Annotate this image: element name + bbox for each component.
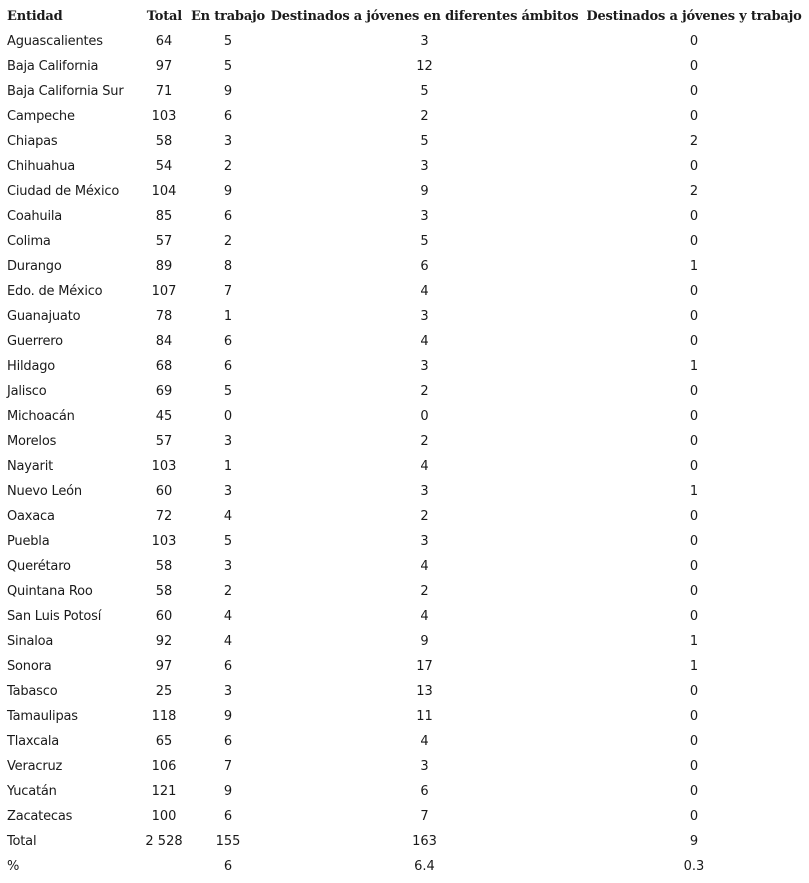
- table-row: [0, 354, 807, 379]
- header-total: Total: [146, 9, 182, 24]
- table-row: [0, 729, 807, 754]
- cell-jovenes-trabajo: 0: [689, 284, 699, 299]
- cell-ambitos: 163: [412, 834, 437, 849]
- cell-entidad: Colima: [7, 234, 51, 249]
- table-row: [0, 104, 807, 129]
- cell-en-trabajo: 6: [223, 359, 233, 374]
- cell-entidad: Total: [7, 834, 37, 849]
- cell-entidad: Querétaro: [7, 559, 71, 574]
- header-entidad: Entidad: [7, 9, 63, 24]
- cell-jovenes-trabajo: 0: [689, 234, 699, 249]
- cell-jovenes-trabajo: 1: [689, 659, 699, 674]
- cell-entidad: Yucatán: [7, 784, 57, 799]
- cell-en-trabajo: 8: [223, 259, 233, 274]
- cell-total: 58: [155, 134, 173, 149]
- table-row: [0, 279, 807, 304]
- cell-en-trabajo: 7: [223, 284, 233, 299]
- cell-ambitos: 4: [420, 334, 429, 349]
- cell-en-trabajo: 9: [223, 184, 233, 199]
- cell-total: 58: [155, 559, 173, 574]
- cell-en-trabajo: 6: [223, 109, 233, 124]
- cell-total: 25: [155, 684, 173, 699]
- cell-en-trabajo: 9: [223, 784, 233, 799]
- cell-entidad: Chihuahua: [7, 159, 76, 174]
- cell-jovenes-trabajo: 0: [689, 109, 699, 124]
- cell-total: 103: [151, 109, 177, 124]
- cell-entidad: San Luis Potosí: [7, 609, 102, 624]
- cell-entidad: Campeche: [7, 109, 75, 124]
- table-row: [0, 154, 807, 179]
- cell-jovenes-trabajo: 1: [689, 259, 699, 274]
- cell-en-trabajo: 3: [223, 134, 233, 149]
- cell-jovenes-trabajo: 0: [689, 459, 699, 474]
- cell-en-trabajo: 4: [223, 609, 233, 624]
- table-row: [0, 604, 807, 629]
- cell-entidad: Tlaxcala: [7, 734, 60, 749]
- header-row: [0, 4, 807, 29]
- cell-total: 68: [155, 359, 173, 374]
- cell-entidad: %: [7, 859, 20, 874]
- cell-en-trabajo: 4: [223, 634, 233, 649]
- cell-entidad: Hildago: [7, 359, 56, 374]
- cell-jovenes-trabajo: 0: [689, 609, 699, 624]
- cell-ambitos: 9: [420, 184, 429, 199]
- cell-ambitos: 7: [420, 809, 429, 824]
- cell-ambitos: 4: [420, 609, 429, 624]
- cell-ambitos: 3: [420, 484, 429, 499]
- cell-total: 89: [155, 259, 173, 274]
- cell-entidad: Zacatecas: [7, 809, 73, 824]
- table-header: [0, 4, 807, 29]
- cell-ambitos: 4: [420, 559, 429, 574]
- cell-total: 78: [155, 309, 173, 324]
- cell-ambitos: 6: [420, 784, 429, 799]
- cell-ambitos: 3: [420, 209, 429, 224]
- cell-ambitos: 17: [416, 659, 433, 674]
- cell-en-trabajo: 6: [223, 734, 233, 749]
- table-row: [0, 554, 807, 579]
- cell-en-trabajo: 6: [223, 334, 233, 349]
- table-row: [0, 304, 807, 329]
- cell-en-trabajo: 6: [223, 659, 233, 674]
- cell-en-trabajo: 0: [223, 409, 233, 424]
- cell-entidad: Ciudad de México: [7, 184, 120, 199]
- cell-jovenes-trabajo: 1: [689, 634, 699, 649]
- cell-total: 58: [155, 584, 173, 599]
- cell-jovenes-trabajo: 0: [689, 684, 699, 699]
- cell-ambitos: 5: [420, 134, 429, 149]
- table-body: [0, 29, 807, 879]
- cell-ambitos: 2: [420, 509, 429, 524]
- table-row: [0, 329, 807, 354]
- cell-ambitos: 9: [420, 634, 429, 649]
- cell-jovenes-trabajo: 0: [689, 584, 699, 599]
- cell-en-trabajo: 3: [223, 684, 233, 699]
- table-row: [0, 79, 807, 104]
- cell-total: 64: [155, 34, 173, 49]
- table-row: [0, 829, 807, 854]
- cell-total: 104: [151, 184, 177, 199]
- cell-en-trabajo: 3: [223, 559, 233, 574]
- cell-jovenes-trabajo: 0: [689, 84, 699, 99]
- cell-en-trabajo: 4: [223, 509, 233, 524]
- table-row: [0, 129, 807, 154]
- cell-jovenes-trabajo: 0: [689, 534, 699, 549]
- cell-total: 72: [155, 509, 173, 524]
- cell-total: 54: [155, 159, 173, 174]
- cell-jovenes-trabajo: 0: [689, 734, 699, 749]
- cell-total: 84: [155, 334, 173, 349]
- cell-en-trabajo: 5: [223, 59, 233, 74]
- cell-ambitos: 3: [420, 159, 429, 174]
- cell-ambitos: 4: [420, 284, 429, 299]
- cell-jovenes-trabajo: 0: [689, 784, 699, 799]
- table-row: [0, 404, 807, 429]
- table-row: [0, 629, 807, 654]
- cell-entidad: Guanajuato: [7, 309, 81, 324]
- cell-total: 60: [155, 609, 173, 624]
- table-row: [0, 454, 807, 479]
- cell-total: 92: [155, 634, 173, 649]
- cell-jovenes-trabajo: 0: [689, 384, 699, 399]
- cell-total: 107: [151, 284, 177, 299]
- cell-total: 100: [151, 809, 177, 824]
- table-row: [0, 504, 807, 529]
- cell-entidad: Aguascalientes: [7, 34, 103, 49]
- data-table: [0, 4, 807, 879]
- table-row: [0, 529, 807, 554]
- cell-entidad: Chiapas: [7, 134, 58, 149]
- cell-jovenes-trabajo: 0: [689, 509, 699, 524]
- cell-entidad: Nayarit: [7, 459, 54, 474]
- cell-total: 103: [151, 534, 177, 549]
- cell-en-trabajo: 5: [223, 384, 233, 399]
- cell-jovenes-trabajo: 0: [689, 209, 699, 224]
- cell-ambitos: 6: [420, 259, 429, 274]
- cell-ambitos: 4: [420, 459, 429, 474]
- table-row: [0, 854, 807, 879]
- cell-ambitos: 3: [420, 534, 429, 549]
- cell-jovenes-trabajo: 0: [689, 309, 699, 324]
- cell-jovenes-trabajo: 0: [689, 159, 699, 174]
- cell-en-trabajo: 1: [223, 459, 233, 474]
- cell-total: 97: [155, 659, 173, 674]
- cell-entidad: Oaxaca: [7, 509, 55, 524]
- cell-total: 57: [155, 434, 173, 449]
- cell-entidad: Edo. de México: [7, 284, 103, 299]
- cell-en-trabajo: 7: [223, 759, 233, 774]
- cell-jovenes-trabajo: 0: [689, 59, 699, 74]
- cell-entidad: Michoacán: [7, 409, 75, 424]
- header-en-trabajo: En trabajo: [190, 9, 266, 24]
- cell-jovenes-trabajo: 0: [689, 809, 699, 824]
- cell-en-trabajo: 5: [223, 534, 233, 549]
- cell-entidad: Sonora: [7, 659, 52, 674]
- cell-entidad: Puebla: [7, 534, 50, 549]
- cell-total: 71: [155, 84, 173, 99]
- cell-en-trabajo: 6: [223, 859, 233, 874]
- cell-total: 60: [155, 484, 173, 499]
- cell-en-trabajo: 9: [223, 709, 233, 724]
- cell-ambitos: 4: [420, 734, 429, 749]
- cell-jovenes-trabajo: 1: [689, 359, 699, 374]
- cell-entidad: Coahuila: [7, 209, 63, 224]
- table-row: [0, 654, 807, 679]
- cell-ambitos: 5: [420, 84, 429, 99]
- table-row: [0, 379, 807, 404]
- cell-jovenes-trabajo: 0: [689, 759, 699, 774]
- cell-jovenes-trabajo: 2: [689, 134, 699, 149]
- table-row: [0, 704, 807, 729]
- cell-jovenes-trabajo: 0: [689, 409, 699, 424]
- cell-ambitos: 5: [420, 234, 429, 249]
- cell-en-trabajo: 9: [223, 84, 233, 99]
- cell-en-trabajo: 5: [223, 34, 233, 49]
- cell-ambitos: 2: [420, 584, 429, 599]
- cell-entidad: Baja California Sur: [7, 84, 124, 99]
- cell-ambitos: 12: [416, 59, 433, 74]
- table-row: [0, 229, 807, 254]
- cell-en-trabajo: 6: [223, 209, 233, 224]
- cell-ambitos: 2: [420, 434, 429, 449]
- cell-total: 57: [155, 234, 173, 249]
- cell-jovenes-trabajo: 1: [689, 484, 699, 499]
- cell-en-trabajo: 2: [223, 234, 233, 249]
- table-row: [0, 54, 807, 79]
- cell-jovenes-trabajo: 0: [689, 34, 699, 49]
- table-row: [0, 179, 807, 204]
- table-row: [0, 479, 807, 504]
- cell-ambitos: 0: [420, 409, 429, 424]
- cell-entidad: Morelos: [7, 434, 57, 449]
- cell-ambitos: 3: [420, 359, 429, 374]
- table-row: [0, 779, 807, 804]
- cell-entidad: Guerrero: [7, 334, 63, 349]
- header-jovenes-trabajo: Destinados a jóvenes y trabajo: [586, 9, 802, 24]
- cell-ambitos: 13: [416, 684, 433, 699]
- table-row: [0, 429, 807, 454]
- cell-en-trabajo: 6: [223, 809, 233, 824]
- cell-en-trabajo: 3: [223, 484, 233, 499]
- cell-jovenes-trabajo: 0: [689, 709, 699, 724]
- header-ambitos: Destinados a jóvenes en diferentes ámbitos: [270, 9, 579, 24]
- cell-ambitos: 2: [420, 109, 429, 124]
- cell-total: 103: [151, 459, 177, 474]
- cell-jovenes-trabajo: 0: [689, 334, 699, 349]
- cell-total: 69: [155, 384, 173, 399]
- cell-total: 65: [155, 734, 173, 749]
- cell-jovenes-trabajo: 0: [689, 434, 699, 449]
- cell-ambitos: 11: [416, 709, 433, 724]
- cell-total: 97: [155, 59, 173, 74]
- cell-ambitos: 6.4: [414, 859, 435, 874]
- table-row: [0, 804, 807, 829]
- cell-entidad: Veracruz: [7, 759, 63, 774]
- cell-entidad: Tabasco: [7, 684, 58, 699]
- cell-total: 85: [155, 209, 173, 224]
- cell-jovenes-trabajo: 2: [689, 184, 699, 199]
- cell-entidad: Quintana Roo: [7, 584, 93, 599]
- cell-entidad: Nuevo León: [7, 484, 82, 499]
- table-row: [0, 29, 807, 54]
- table-row: [0, 579, 807, 604]
- table-row: [0, 204, 807, 229]
- cell-entidad: Durango: [7, 259, 62, 274]
- cell-jovenes-trabajo: 0.3: [683, 859, 705, 874]
- table-row: [0, 679, 807, 704]
- cell-en-trabajo: 3: [223, 434, 233, 449]
- cell-en-trabajo: 2: [223, 584, 233, 599]
- cell-en-trabajo: 155: [215, 834, 241, 849]
- cell-total: 45: [155, 409, 173, 424]
- cell-total: 118: [151, 709, 177, 724]
- table-row: [0, 254, 807, 279]
- cell-ambitos: 3: [420, 759, 429, 774]
- cell-entidad: Jalisco: [7, 384, 47, 399]
- cell-jovenes-trabajo: 0: [689, 559, 699, 574]
- cell-total: [140, 854, 188, 879]
- cell-en-trabajo: 2: [223, 159, 233, 174]
- table-row: [0, 754, 807, 779]
- cell-ambitos: 2: [420, 384, 429, 399]
- cell-total: 2 528: [145, 834, 183, 849]
- cell-entidad: Tamaulipas: [7, 709, 78, 724]
- cell-en-trabajo: 1: [223, 309, 233, 324]
- cell-jovenes-trabajo: 9: [689, 834, 699, 849]
- cell-ambitos: 3: [420, 309, 429, 324]
- cell-entidad: Sinaloa: [7, 634, 54, 649]
- cell-entidad: Baja California: [7, 59, 99, 74]
- cell-ambitos: 3: [420, 34, 429, 49]
- cell-total: 106: [151, 759, 177, 774]
- cell-total: 121: [151, 784, 177, 799]
